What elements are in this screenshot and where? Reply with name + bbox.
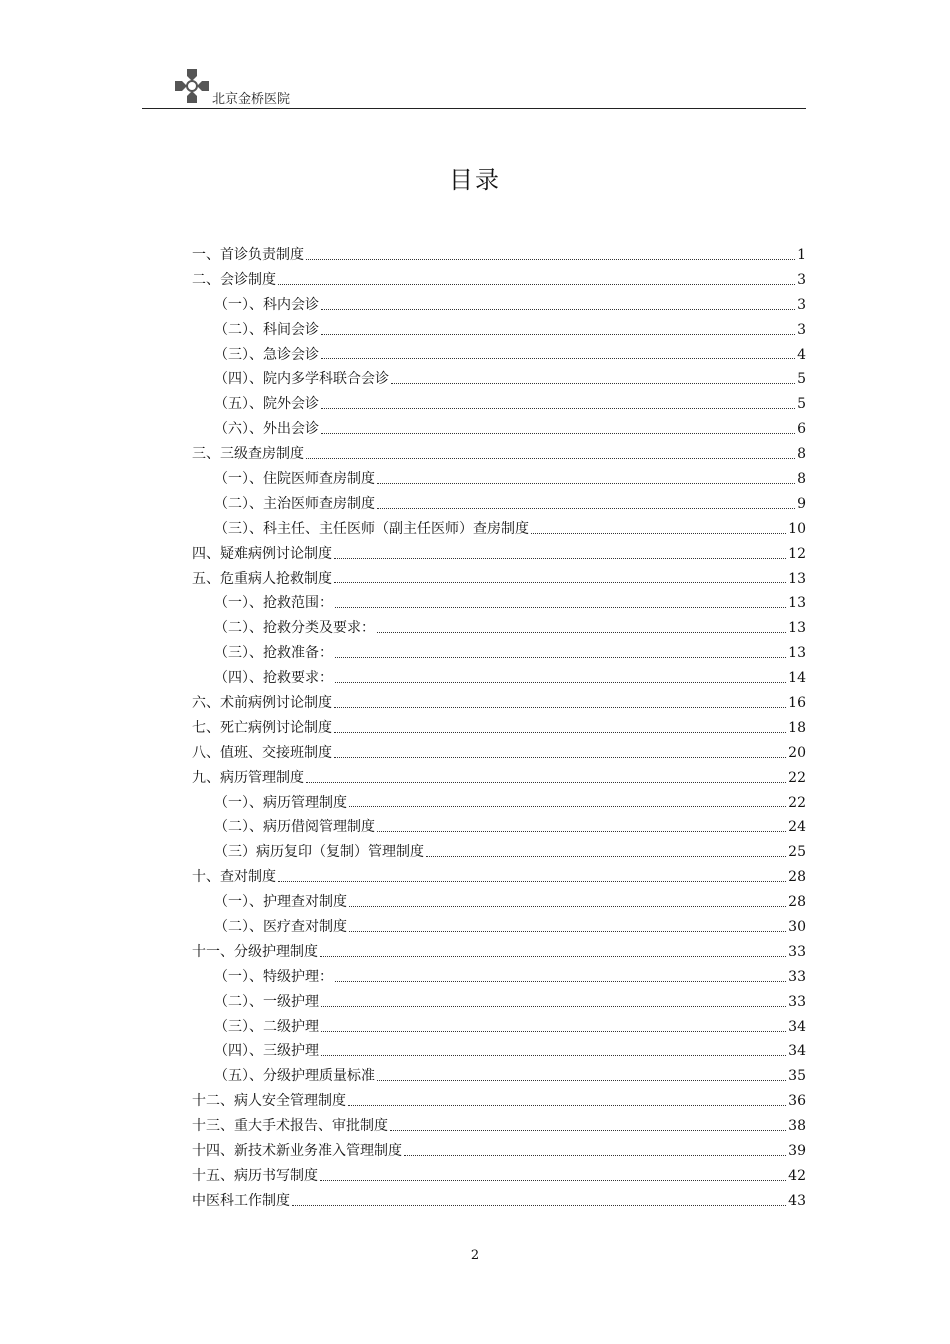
- toc-entry-label: 三、三级查房制度: [192, 446, 304, 463]
- toc-entry-page: 16: [788, 695, 806, 712]
- toc-entry-page: 5: [797, 396, 806, 413]
- toc-entry-page: 24: [788, 819, 806, 836]
- toc-entry-page: 34: [788, 1018, 806, 1035]
- toc-dot-leader: [404, 1155, 786, 1156]
- toc-entry-page: 8: [797, 471, 806, 487]
- toc-dot-leader: [377, 1080, 786, 1081]
- toc-dot-leader: [292, 1205, 786, 1206]
- toc-entry[interactable]: [192, 492, 806, 517]
- toc-entry-label: （一）、抢救范围：: [214, 595, 333, 612]
- toc-entry-label: （二）、医疗查对制度: [214, 919, 347, 936]
- toc-entry-label: （三）、科主任、主任医师（副主任医师）查房制度: [214, 520, 529, 537]
- toc-dot-leader: [426, 856, 786, 857]
- toc-entry[interactable]: [192, 343, 806, 368]
- toc-entry-page: 13: [788, 570, 806, 587]
- toc-dot-leader: [334, 582, 786, 583]
- toc-entry[interactable]: [192, 1015, 806, 1040]
- toc-dot-leader: [278, 881, 786, 882]
- toc-entry-page: 13: [788, 645, 806, 662]
- toc-entry-page: 30: [788, 919, 806, 936]
- toc-entry-label: 五、危重病人抢救制度: [192, 570, 332, 587]
- toc-entry-page: 28: [788, 869, 806, 886]
- toc-entry-label: （三）、二级护理: [214, 1018, 319, 1035]
- toc-entry-page: 20: [788, 744, 806, 761]
- toc-entry-label: 八、值班、交接班制度: [192, 744, 332, 761]
- page-header: [142, 62, 806, 109]
- toc-dot-leader: [335, 682, 786, 683]
- toc-dot-leader: [321, 334, 795, 335]
- toc-dot-leader: [334, 558, 786, 559]
- page-title: 目录: [449, 166, 501, 194]
- toc-entry[interactable]: [192, 890, 806, 915]
- toc-dot-leader: [321, 1055, 786, 1056]
- toc-entry-label: 九、病历管理制度: [192, 769, 304, 786]
- table-of-contents: [192, 243, 806, 1214]
- toc-entry[interactable]: [192, 318, 806, 343]
- toc-entry-label: 十二、病人安全管理制度: [192, 1093, 346, 1110]
- toc-entry[interactable]: [192, 1040, 806, 1065]
- toc-entry-label: （一）、住院医师查房制度: [214, 471, 375, 487]
- toc-entry[interactable]: [192, 1189, 806, 1214]
- toc-entry-page: 10: [788, 520, 806, 537]
- toc-entry-label: 六、术前病例讨论制度: [192, 695, 332, 712]
- toc-entry[interactable]: [192, 442, 806, 467]
- toc-dot-leader: [377, 508, 795, 509]
- toc-entry[interactable]: [192, 467, 806, 492]
- toc-entry[interactable]: [192, 865, 806, 890]
- toc-entry[interactable]: [192, 641, 806, 666]
- toc-entry[interactable]: [192, 716, 806, 741]
- toc-dot-leader: [278, 284, 795, 285]
- toc-entry-label: 十、查对制度: [192, 869, 276, 886]
- toc-entry-label: （二）、一级护理: [214, 993, 319, 1010]
- toc-entry[interactable]: [192, 791, 806, 816]
- toc-entry[interactable]: [192, 1064, 806, 1089]
- toc-entry[interactable]: [192, 915, 806, 940]
- toc-entry[interactable]: [192, 666, 806, 691]
- toc-entry[interactable]: [192, 542, 806, 567]
- toc-entry-page: 3: [797, 296, 806, 313]
- toc-dot-leader: [321, 309, 795, 310]
- toc-entry-page: 14: [788, 670, 806, 687]
- toc-entry-page: 42: [788, 1167, 806, 1184]
- toc-entry-label: 中医科工作制度: [192, 1192, 290, 1209]
- toc-entry-page: 39: [788, 1143, 806, 1160]
- toc-dot-leader: [334, 707, 786, 708]
- toc-entry-page: 8: [797, 446, 806, 463]
- toc-entry-label: （三）、急诊会诊: [214, 346, 319, 363]
- toc-dot-leader: [321, 1006, 786, 1007]
- toc-entry-label: 一、首诊负责制度: [192, 246, 304, 263]
- toc-entry[interactable]: [192, 417, 806, 442]
- toc-entry-label: 四、疑难病例讨论制度: [192, 545, 332, 562]
- toc-dot-leader: [377, 632, 786, 633]
- toc-entry-page: 18: [788, 719, 806, 736]
- toc-entry-page: 38: [788, 1118, 806, 1135]
- toc-entry-page: 4: [797, 346, 806, 363]
- toc-entry-page: 33: [788, 943, 806, 960]
- toc-entry[interactable]: [192, 1164, 806, 1189]
- toc-entry-page: 6: [797, 421, 806, 438]
- toc-entry-page: 3: [797, 321, 806, 338]
- toc-entry[interactable]: [192, 1139, 806, 1164]
- toc-entry[interactable]: [192, 591, 806, 616]
- toc-entry-page: 43: [788, 1192, 806, 1209]
- toc-entry-page: 13: [788, 620, 806, 637]
- hospital-name: 北京金桥医院: [212, 92, 291, 107]
- toc-dot-leader: [377, 831, 786, 832]
- toc-dot-leader: [349, 906, 786, 907]
- toc-entry[interactable]: [192, 940, 806, 965]
- toc-entry-label: （一）、病历管理制度: [214, 794, 347, 811]
- toc-entry-page: 33: [788, 968, 806, 985]
- toc-entry-label: （五）、分级护理质量标准: [214, 1068, 375, 1085]
- toc-entry-label: （二）、抢救分类及要求：: [214, 620, 375, 637]
- toc-entry[interactable]: [192, 392, 806, 417]
- toc-dot-leader: [321, 358, 795, 359]
- toc-dot-leader: [334, 732, 786, 733]
- toc-entry-label: （一）、护理查对制度: [214, 894, 347, 911]
- toc-dot-leader: [306, 782, 786, 783]
- toc-dot-leader: [335, 607, 786, 608]
- toc-entry-page: 33: [788, 993, 806, 1010]
- toc-entry-label: （四）、三级护理: [214, 1043, 319, 1060]
- page-number: 2: [470, 1248, 480, 1263]
- toc-entry[interactable]: [192, 1114, 806, 1139]
- toc-entry-label: （一）、科内会诊: [214, 296, 319, 313]
- toc-entry-page: 36: [788, 1093, 806, 1110]
- toc-entry-label: （二）、病历借阅管理制度: [214, 819, 375, 836]
- toc-dot-leader: [335, 981, 786, 982]
- toc-entry-label: 十四、新技术新业务准入管理制度: [192, 1143, 402, 1160]
- toc-entry[interactable]: [192, 293, 806, 318]
- toc-dot-leader: [348, 1105, 786, 1106]
- toc-entry-label: （六）、外出会诊: [214, 421, 319, 438]
- toc-entry-label: （二）、科间会诊: [214, 321, 319, 338]
- toc-entry-page: 5: [797, 371, 806, 388]
- toc-entry-page: 22: [788, 769, 806, 786]
- toc-entry-page: 25: [788, 844, 806, 861]
- toc-dot-leader: [391, 383, 795, 384]
- toc-entry-page: 3: [797, 271, 806, 288]
- toc-entry-label: （四）、抢救要求：: [214, 670, 333, 687]
- toc-dot-leader: [390, 1130, 786, 1131]
- toc-entry-label: 二、会诊制度: [192, 271, 276, 288]
- toc-entry[interactable]: [192, 990, 806, 1015]
- toc-entry-label: （三）病历复印（复制）管理制度: [214, 844, 424, 861]
- toc-entry-label: 十一、分级护理制度: [192, 943, 318, 960]
- toc-dot-leader: [320, 956, 786, 957]
- toc-entry[interactable]: [192, 268, 806, 293]
- toc-entry-label: （四）、院内多学科联合会诊: [214, 371, 389, 388]
- toc-entry-page: 13: [788, 595, 806, 612]
- toc-entry-page: 12: [788, 545, 806, 562]
- toc-entry[interactable]: [192, 616, 806, 641]
- toc-entry[interactable]: [192, 815, 806, 840]
- toc-entry-label: 十三、重大手术报告、审批制度: [192, 1118, 388, 1135]
- toc-dot-leader: [334, 757, 786, 758]
- toc-dot-leader: [321, 408, 795, 409]
- toc-entry[interactable]: [192, 840, 806, 865]
- toc-dot-leader: [349, 931, 786, 932]
- toc-entry[interactable]: [192, 517, 806, 542]
- toc-entry-page: 22: [788, 794, 806, 811]
- toc-entry-page: 9: [797, 495, 806, 512]
- toc-entry[interactable]: [192, 367, 806, 392]
- toc-entry[interactable]: [192, 243, 806, 268]
- toc-dot-leader: [306, 458, 795, 459]
- toc-entry[interactable]: [192, 691, 806, 716]
- toc-entry-page: 1: [797, 246, 806, 263]
- toc-dot-leader: [531, 533, 786, 534]
- toc-entry-page: 34: [788, 1043, 806, 1060]
- toc-dot-leader: [335, 657, 786, 658]
- toc-entry[interactable]: [192, 1089, 806, 1114]
- toc-dot-leader: [320, 1180, 786, 1181]
- toc-entry-label: 十五、病历书写制度: [192, 1167, 318, 1184]
- toc-entry-label: （一）、特级护理：: [214, 968, 333, 985]
- toc-dot-leader: [377, 483, 795, 484]
- toc-entry[interactable]: [192, 741, 806, 766]
- toc-dot-leader: [321, 1031, 786, 1032]
- toc-dot-leader: [321, 433, 795, 434]
- toc-dot-leader: [349, 806, 786, 807]
- toc-entry[interactable]: [192, 965, 806, 990]
- toc-entry-page: 28: [788, 894, 806, 911]
- toc-entry[interactable]: [192, 766, 806, 791]
- toc-dot-leader: [306, 259, 795, 260]
- toc-entry-label: （三）、抢救准备：: [214, 645, 333, 662]
- cross-logo-icon: [172, 66, 212, 106]
- toc-entry[interactable]: [192, 567, 806, 592]
- toc-entry-label: 七、死亡病例讨论制度: [192, 719, 332, 736]
- toc-entry-label: （五）、院外会诊: [214, 396, 319, 413]
- toc-entry-page: 35: [788, 1068, 806, 1085]
- toc-entry-label: （二）、主治医师查房制度: [214, 495, 375, 512]
